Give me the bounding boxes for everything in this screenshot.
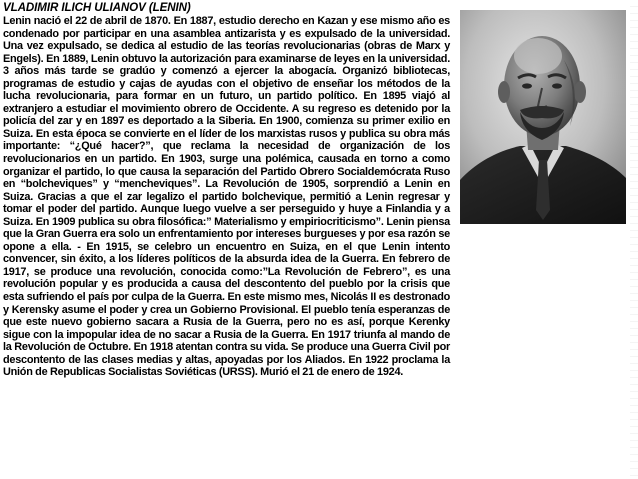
forehead-highlight [514, 38, 562, 74]
biography-text: Lenin nació el 22 de abril de 1870. En 1887, estudio derecho en Kazan y ese mismo año es condenado por participar en una asamblea antizarista y es expulsado de la universidad. Una vez expulsado, se dedica al estudio de las teorías revolucionarias (obras de Marx y Engels). En 1889, Lenin obtuvo la autorización para examinarse de leyes en la universidad. 3 años más tarde se gradúo y comenzó a ejercer la abogacía. Organizó bibliotecas, programas de estudio y cajas de ayudas con el objetivo de enseñar los métodos de la lucha revolucionaria, para formar en un futuro, un partido político. En 1895 viajó al extranjero a estudiar el movimiento obrero de Occidente. A su regreso es detenido por la policía del zar y en 1897 es deportado a la Siberia. En 1900, comienza su primer exilio en Suiza. En esta época se convierte en el líder de los marxistas rusos y publica su obra más importante: “¿Qué hacer?”, que reclama la necesidad de organización de los revolucionarios en un partido. En 1903, surge una polémica, causada en torno a como organizar el partido, lo que causa la separación del Partido Obrero Socialdemócrata Ruso en “bolcheviques” y “mencheviques”. La Revolución de 1905, sorprendió a Lenin en Suiza. Gracias a que el zar legalizo el partido bolchevique, permitió a Lenin regresar y tomar el poder del partido. Aunque luego vuelve a ser perseguido y huye a Finlandia y a Suiza. En 1909 publica su obra filosófica:” Materialismo y empiriocriticismo”. Lenin piensa que la Gran Guerra era solo un enfrentamiento por intereses burgueses y por esa razón se opone a ella. - En 1915, se celebro un encuentro en Suiza, en el que Lenin intento convencer, sin éxito, a los líderes políticos de la absurda idea de la Guerra. En febrero de 1917, se produce una revolución, conocida como:”La Revolución de Febrero”, es una revolución popular y es producida a causa del descontento del pueblo por la crisis que esta sufriendo el país por culpa de la Guerra. En este mismo mes, Nicolás II es destronado y Kerensky asume el poder y crea un Gobierno Provisional. El pueblo tenía esperanzas de que este nuevo gobierno sacara a Rusia de la Guerra, pero no es así, porque Kerenky sigue con la impopular idea de no sacar a Rusia de la Guerra. En 1917 triunfa al mando de la Revolución de Octubre. En 1918 atentan contra su vida. Se produce una Guerra Civil por descontento de las clases medias y altas, apoyadas por los Aliados. En 1922 proclama la Unión de Republicas Socialistas Soviéticas (URSS). Murió el 21 de enero de 1924. [3, 15, 450, 379]
portrait-illustration [460, 10, 626, 224]
left-ear-shape [498, 81, 510, 103]
right-eye [552, 83, 562, 88]
right-ear-shape [574, 81, 586, 103]
left-eye [522, 83, 532, 88]
slide-edge-decoration [630, 0, 638, 479]
slide-title: VLADIMIR ILICH ULIANOV (LENIN) [3, 1, 191, 14]
portrait-photo [460, 10, 626, 224]
